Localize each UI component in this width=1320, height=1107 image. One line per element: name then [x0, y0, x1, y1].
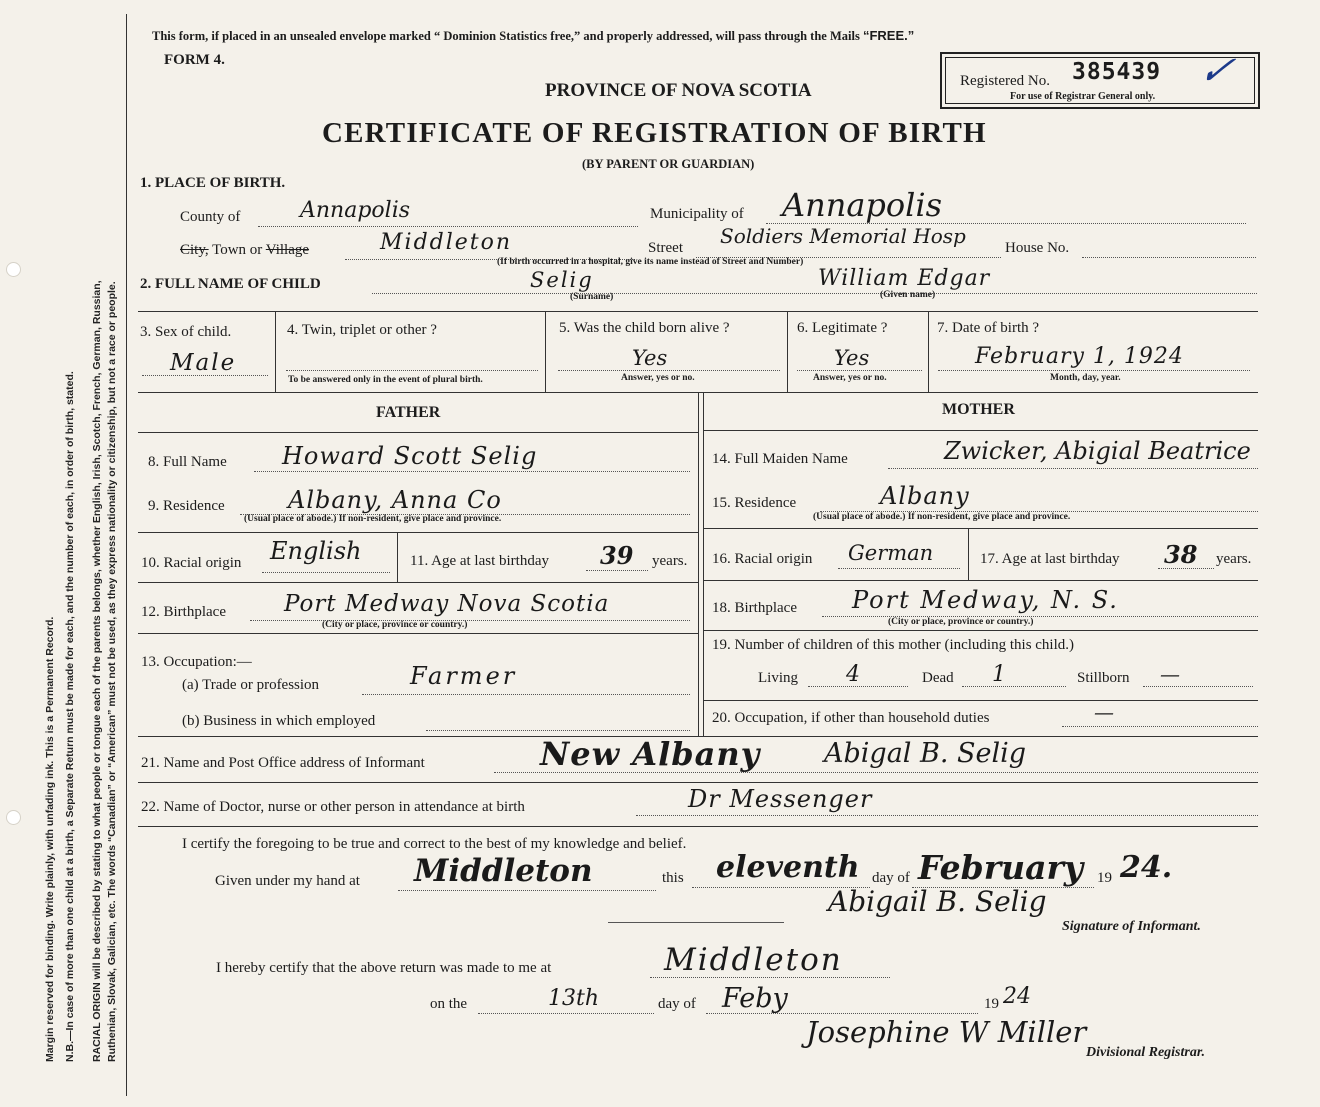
registered-number-value: 385439 [1072, 59, 1162, 85]
father-occupation-label: 13. Occupation:— [141, 654, 252, 670]
father-age-label: 11. Age at last birthday [410, 553, 549, 569]
given-under-hand-label: Given under my hand at [215, 873, 360, 889]
dead-label: Dead [922, 670, 954, 686]
county-value: Annapolis [300, 198, 411, 223]
county-label: County of [180, 209, 241, 225]
father-racial-origin-label: 10. Racial origin [141, 555, 242, 571]
children-count-label: 19. Number of children of this mother (including this child.) [712, 637, 1075, 653]
child-name-label: 2. FULL NAME OF CHILD [140, 276, 321, 292]
registered-number-label: Registered No. [960, 73, 1050, 89]
mother-birthplace-label: 18. Birthplace [712, 600, 797, 616]
mother-occupation-value: — [1094, 700, 1114, 724]
father-birthplace-value: Port Medway Nova Scotia [284, 591, 610, 617]
place-of-birth-heading: 1. PLACE OF BIRTH. [140, 175, 286, 191]
registrar-place-value: Middleton [664, 942, 843, 978]
legitimate-caption: Answer, yes or no. [813, 373, 887, 383]
mother-birthplace-caption: (City or place, province or country.) [888, 617, 1034, 627]
street-label: Street [648, 240, 683, 256]
doctor-label: 22. Name of Doctor, nurse or other person in attendance at birth [141, 799, 525, 815]
born-alive-label: 5. Was the child born alive ? [559, 320, 730, 336]
mother-name-value: Zwicker, Abigial Beatrice [944, 437, 1251, 465]
mother-residence-label: 15. Residence [712, 495, 797, 511]
born-alive-value: Yes [632, 346, 668, 370]
father-heading: FATHER [376, 404, 441, 421]
stillborn-value: — [1160, 662, 1180, 686]
father-name-value: Howard Scott Selig [282, 442, 538, 470]
municipality-label: Municipality of [650, 206, 744, 222]
house-number-label: House No. [1005, 240, 1070, 256]
twin-note: To be answered only in the event of plural birth. [288, 375, 483, 385]
registrar-use-note: For use of Registrar General only. [1010, 91, 1156, 102]
father-birthplace-label: 12. Birthplace [141, 604, 226, 620]
surname-caption: (Surname) [570, 292, 614, 302]
registrar-signature-caption: Divisional Registrar. [1086, 1045, 1206, 1060]
page-title: CERTIFICATE OF REGISTRATION OF BIRTH [322, 117, 987, 149]
margin-note-nationality: Ruthenian, Slovak, Galician, etc. The words “Canadian” or “American” must not be used, as they express nationality or citizenship, but not a race or people. [106, 281, 118, 1062]
father-age-value: 39 [600, 541, 634, 570]
this-label: this [662, 870, 684, 886]
date-of-birth-label: 7. Date of birth ? [937, 320, 1040, 336]
father-residence-value: Albany, Anna Co [288, 486, 502, 514]
mother-heading: MOTHER [942, 401, 1015, 418]
informant-signature: Abigail B. Selig [828, 885, 1047, 918]
business-label: (b) Business in which employed [182, 713, 376, 729]
sex-label: 3. Sex of child. [140, 324, 232, 340]
registrar-year-prefix: 19 [984, 996, 999, 1012]
sex-value: Male [170, 350, 237, 376]
mother-birthplace-value: Port Medway, N. S. [852, 586, 1119, 614]
mother-age-value: 38 [1164, 540, 1198, 569]
mother-age-label: 17. Age at last birthday [980, 551, 1120, 567]
father-age-unit: years. [652, 553, 688, 569]
living-value: 4 [846, 662, 860, 687]
child-surname-value: Selig [530, 268, 594, 292]
informant-label: 21. Name and Post Office address of Informant [141, 755, 425, 771]
punch-hole-bottom [6, 810, 21, 825]
city-value: Middleton [380, 230, 513, 255]
mother-residence-caption: (Usual place of abode.) If non-resident, give place and province. [813, 512, 1071, 522]
province-heading: PROVINCE OF NOVA SCOTIA [545, 80, 812, 101]
margin-note-plural-birth: N.B.—In case of more than one child at a birth, a Separate Return must be made for each, and the number of each, in order of birth, stated. [64, 371, 76, 1062]
punch-hole-top [6, 262, 21, 277]
city-town-village-label: City, Town or Village [180, 242, 310, 258]
doctor-value: Dr Messenger [688, 785, 873, 813]
date-of-birth-caption: Month, day, year. [1050, 373, 1121, 383]
informant-address-value: New Albany [540, 735, 761, 773]
child-given-name-value: William Edgar [818, 266, 991, 291]
father-birthplace-caption: (City or place, province or country.) [322, 620, 468, 630]
registrar-day-of-label: day of [658, 996, 696, 1012]
margin-note-binding: Margin reserved for binding. Write plainly, with unfading ink. This is a Permanent Record. [44, 616, 56, 1062]
street-value: Soldiers Memorial Hosp [720, 224, 966, 248]
registrar-year-value: 24 [1003, 984, 1031, 1009]
registrar-statement: I hereby certify that the above return was made to me at [216, 960, 552, 976]
twin-label: 4. Twin, triplet or other ? [287, 322, 437, 338]
check-mark-icon: ✓ [1193, 48, 1240, 94]
informant-signature-caption: Signature of Informant. [1062, 919, 1201, 934]
mother-name-label: 14. Full Maiden Name [712, 451, 848, 467]
mother-residence-value: Albany [880, 482, 970, 510]
form-number: FORM 4. [164, 52, 225, 68]
on-the-label: on the [430, 996, 468, 1012]
given-name-caption: (Given name) [880, 290, 936, 300]
registrar-day-value: 13th [548, 986, 600, 1011]
binding-margin-line [126, 14, 127, 1096]
mother-racial-origin-label: 16. Racial origin [712, 551, 813, 567]
trade-label: (a) Trade or profession [182, 677, 320, 693]
registrar-signature: Josephine W Miller [806, 1015, 1087, 1049]
day-of-label: day of [872, 870, 910, 886]
date-of-birth-value: February 1, 1924 [975, 344, 1184, 369]
year-value: 24. [1120, 850, 1173, 885]
mother-racial-origin-value: German [848, 541, 934, 565]
postal-notice: This form, if placed in an unsealed envelope marked “ Dominion Statistics free,” and properly addressed, will pass through the Mails “FREE.” [152, 28, 915, 43]
informant-name-value: Abigal B. Selig [824, 738, 1027, 769]
year-prefix: 19 [1097, 870, 1112, 886]
month-value: February [918, 848, 1084, 887]
postal-free: “FREE.” [862, 28, 915, 43]
father-residence-label: 9. Residence [148, 498, 225, 514]
dead-value: 1 [992, 662, 1006, 687]
living-label: Living [758, 670, 798, 686]
given-place-value: Middleton [414, 853, 593, 889]
stillborn-label: Stillborn [1077, 670, 1130, 686]
trade-value: Farmer [410, 662, 518, 690]
margin-note-racial-origin: RACIAL ORIGIN will be described by stating to what people or tongue each of the parents belongs, whether English, Irish, Scotch, French, German, Russian, [91, 280, 103, 1062]
hospital-note: (If birth occurred in a hospital, give its name instead of Street and Number) [497, 257, 804, 267]
legitimate-label: 6. Legitimate ? [797, 320, 888, 336]
mother-age-unit: years. [1216, 551, 1252, 567]
father-name-label: 8. Full Name [148, 454, 227, 470]
day-value: eleventh [716, 850, 860, 885]
registrar-month-value: Feby [722, 983, 788, 1014]
legitimate-value: Yes [834, 346, 870, 370]
certification-statement: I certify the foregoing to be true and correct to the best of my knowledge and belief. [182, 836, 687, 852]
municipality-value: Annapolis [782, 186, 943, 224]
father-residence-caption: (Usual place of abode.) If non-resident, give place and province. [244, 514, 502, 524]
page-subtitle: (BY PARENT OR GUARDIAN) [582, 157, 755, 171]
father-racial-origin-value: English [270, 537, 362, 565]
mother-occupation-label: 20. Occupation, if other than household duties [712, 710, 990, 726]
born-alive-caption: Answer, yes or no. [621, 373, 695, 383]
